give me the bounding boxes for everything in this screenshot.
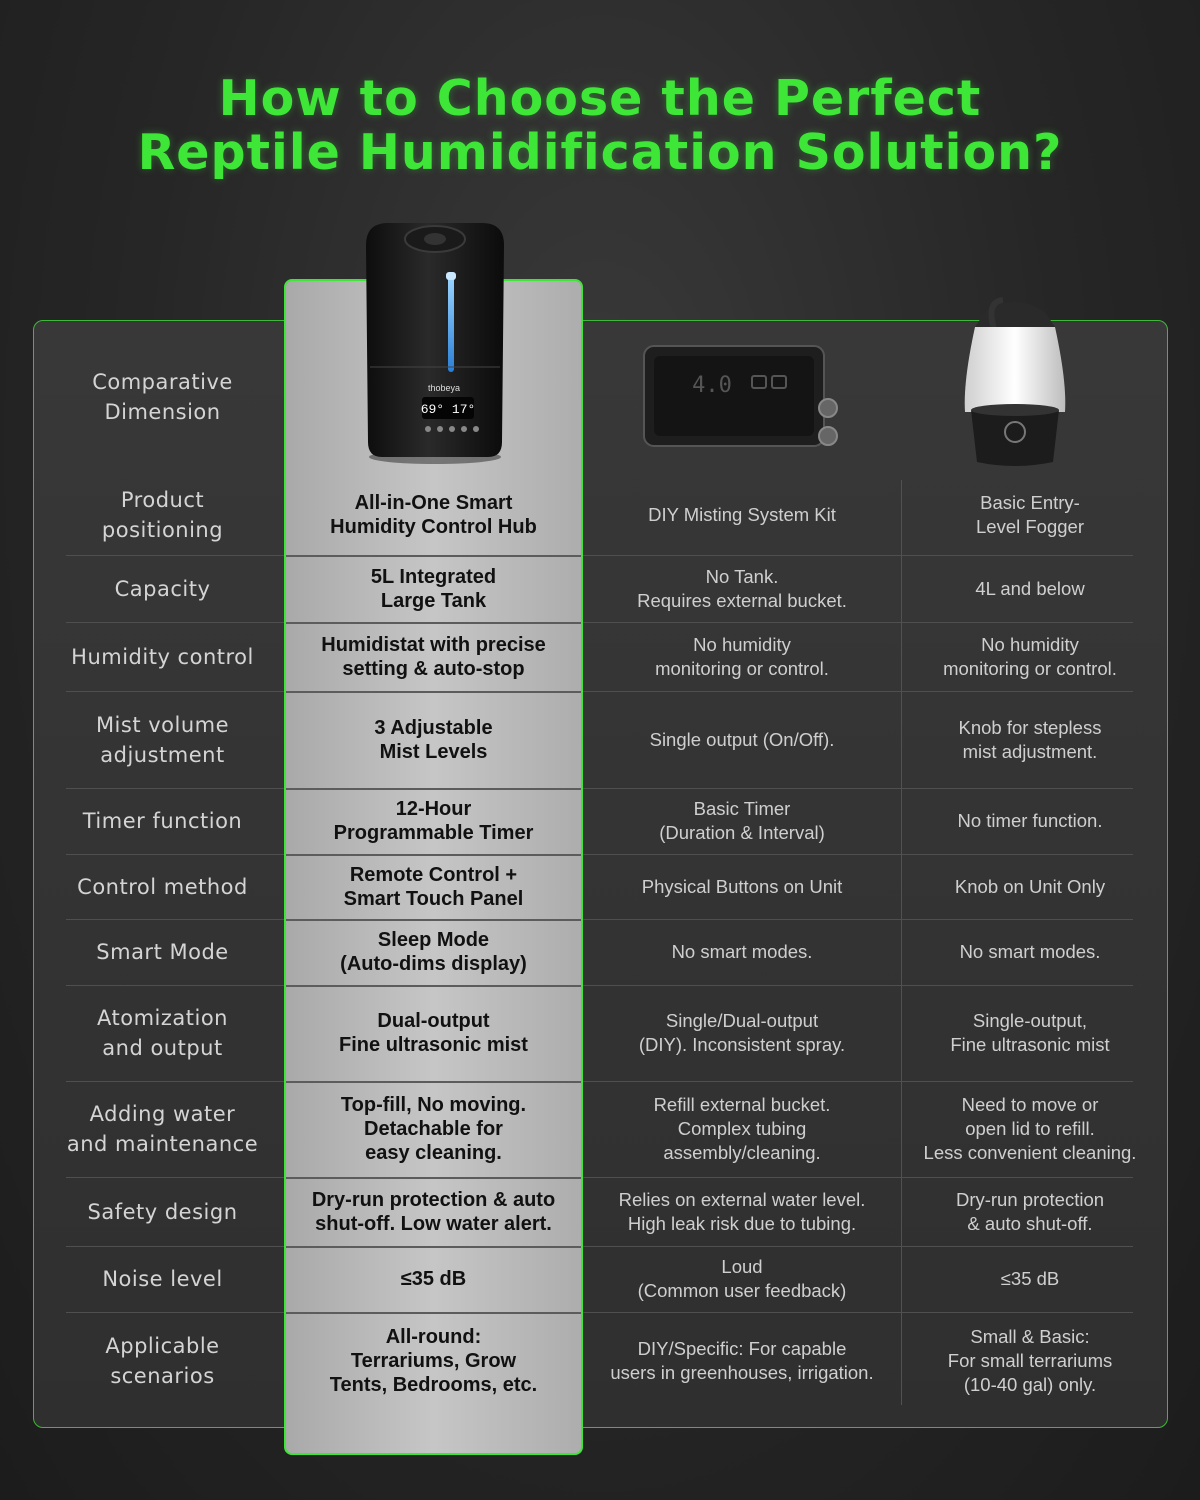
misting-kit-cell: Single/Dual-output (DIY). Inconsistent spray. <box>638 1010 846 1055</box>
misting-kit-cell: Physical Buttons on Unit <box>641 875 843 897</box>
svg-text:4.0: 4.0 <box>692 373 732 398</box>
misting-kit-cell: Loud (Common user feedback) <box>637 1256 847 1301</box>
fogger-cell: Knob for stepless mist adjustment. <box>958 716 1102 762</box>
brand-logo: thobeya <box>427 383 461 393</box>
dimension-label: Adding water and maintenance <box>66 1102 259 1156</box>
dimension-label: Product positioning <box>101 488 224 542</box>
title-line-1: How to Choose the Perfect <box>218 70 982 127</box>
column-divider <box>901 480 902 1405</box>
dimension-label: Smart Mode <box>96 940 229 964</box>
featured-product-cell: 12-Hour Programmable Timer <box>333 798 534 844</box>
fogger-cell: No timer function. <box>957 810 1103 831</box>
smart-humidifier-image <box>360 217 510 467</box>
misting-kit-cell: Relies on external water level. High leak risk due to tubing. <box>618 1188 866 1234</box>
page-title <box>0 72 1200 180</box>
dimension-label: Safety design <box>87 1199 238 1224</box>
misting-kit-cell: DIY Misting System Kit <box>648 504 836 525</box>
fogger-cell: 4L and below <box>975 577 1085 599</box>
dimension-label: Capacity <box>114 576 211 601</box>
fogger-cell: No smart modes. <box>959 941 1101 962</box>
header-dimension-label: Comparative Dimension <box>92 370 233 424</box>
fogger-cell: Dry-run protection & auto shut-off. <box>955 1188 1105 1234</box>
misting-kit-cell: No humidity monitoring or control. <box>655 633 829 679</box>
fogger-cell: Single-output, Fine ultrasonic mist <box>950 1010 1110 1055</box>
featured-product-cell: Top-fill, No moving. Detachable for easy cleaning. <box>340 1094 527 1164</box>
fogger-cell: ≤35 dB <box>1000 1268 1060 1289</box>
fogger-cell: No humidity monitoring or control. <box>943 633 1117 679</box>
fogger-cell: Need to move or open lid to refill. Less convenient cleaning. <box>923 1094 1137 1163</box>
display-readout: 69° 17° <box>420 402 476 417</box>
featured-product-cell: Dry-run protection & auto shut-off. Low water alert. <box>311 1188 556 1235</box>
dimension-label: Humidity control <box>71 644 254 669</box>
dimension-label: Timer function <box>82 809 243 833</box>
featured-product-cell: All-in-One Smart Humidity Control Hub <box>330 492 537 538</box>
misting-system-image <box>640 340 840 460</box>
featured-product-cell: Dual-output Fine ultrasonic mist <box>339 1010 528 1056</box>
featured-product-cell: Sleep Mode (Auto-dims display) <box>340 929 527 975</box>
fogger-cell: Small & Basic: For small terrariums (10-40 gal) only. <box>947 1326 1113 1395</box>
fogger-cell: Basic Entry- Level Fogger <box>976 492 1084 537</box>
featured-product-cell: Remote Control + Smart Touch Panel <box>343 863 524 910</box>
dimension-label: Control method <box>77 874 248 899</box>
fogger-image <box>945 292 1085 472</box>
dimension-label: Mist volume adjustment <box>95 712 230 767</box>
misting-kit-cell: No smart modes. <box>671 941 813 962</box>
dimension-label: Atomization and output <box>97 1006 228 1060</box>
misting-kit-cell: Refill external bucket. Complex tubing assembly/cleaning. <box>653 1094 831 1163</box>
fogger-cell: Knob on Unit Only <box>954 875 1106 897</box>
featured-product-cell: 3 Adjustable Mist Levels <box>374 716 493 763</box>
featured-product-cell: All-round: Terrariums, Grow Tents, Bedrooms, etc. <box>329 1326 538 1396</box>
dimension-label: Applicable scenarios <box>105 1334 220 1388</box>
title-line-2: Reptile Humidification Solution? <box>137 124 1063 181</box>
dimension-label: Noise level <box>102 1267 223 1291</box>
misting-kit-cell: DIY/Specific: For capable users in greenhouses, irrigation. <box>610 1338 874 1383</box>
misting-kit-cell: No Tank. Requires external bucket. <box>637 565 847 611</box>
misting-kit-cell: Single output (On/Off). <box>649 728 835 750</box>
featured-product-cell: ≤35 dB <box>400 1268 467 1290</box>
featured-product-cell: Humidistat with precise setting & auto-stop <box>321 633 546 680</box>
featured-product-cell: 5L Integrated Large Tank <box>370 565 497 612</box>
misting-kit-cell: Basic Timer (Duration & Interval) <box>659 798 825 843</box>
